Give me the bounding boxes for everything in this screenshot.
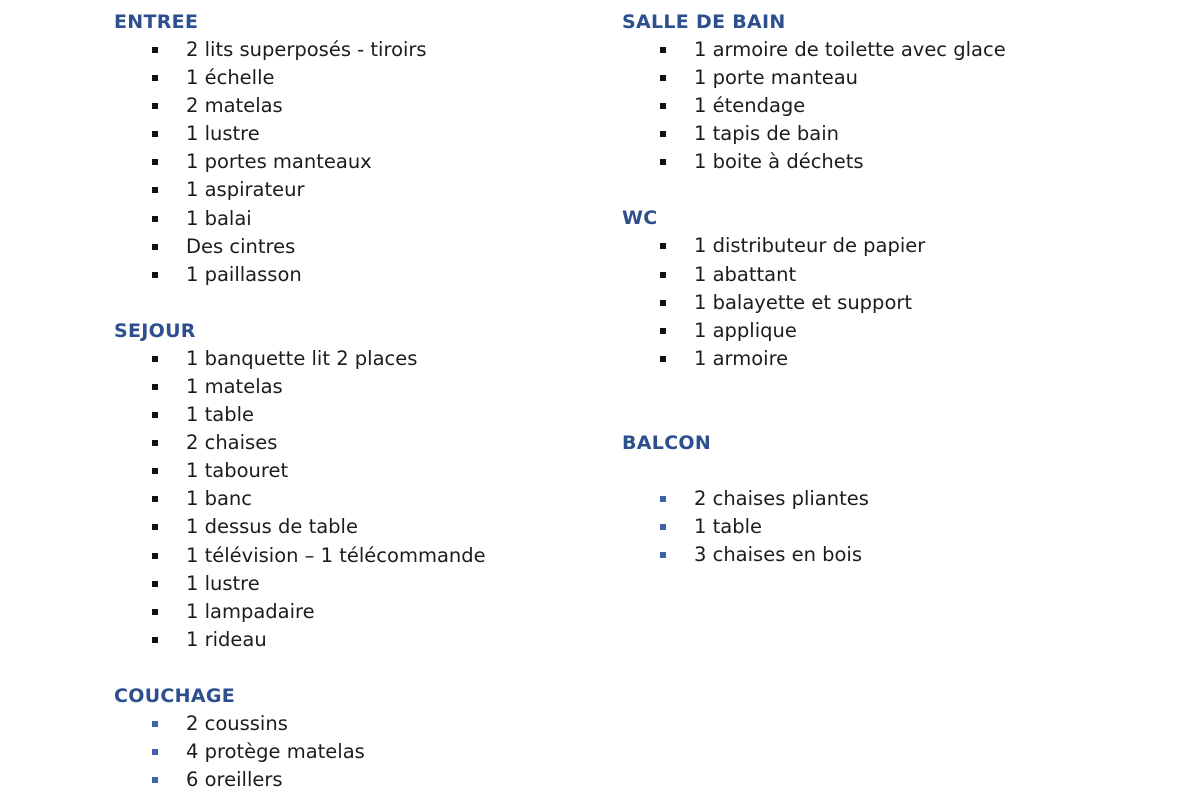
list-item-text: 1 armoire (694, 346, 789, 370)
square-bullet-icon (660, 496, 666, 502)
list-item-text: 2 chaises (186, 431, 278, 455)
list-item (622, 289, 1142, 317)
list-item-text: 3 chaises en bois (694, 543, 863, 567)
list-item-text: 1 banquette lit 2 places (186, 346, 418, 370)
square-bullet-icon (660, 243, 666, 249)
section-spacer (622, 457, 1142, 485)
section-couchage (114, 682, 594, 794)
list-item-text: 1 table (186, 403, 254, 427)
list-item (622, 485, 1142, 513)
list-item (114, 92, 594, 120)
list-item (114, 261, 594, 289)
square-bullet-icon (152, 468, 158, 474)
list-item-text: Des cintres (186, 234, 296, 258)
list-item (114, 485, 594, 513)
square-bullet-icon (660, 552, 666, 558)
list-item-text: 1 balayette et support (694, 290, 913, 314)
square-bullet-icon (152, 749, 158, 755)
list-item (114, 738, 594, 766)
list-item (622, 148, 1142, 176)
list-item (622, 36, 1142, 64)
section-title-salle-de-bain: SALLE DE BAIN (622, 11, 786, 33)
list-item-text: 2 matelas (186, 94, 283, 118)
list-item (114, 457, 594, 485)
list-item-text: 1 échelle (186, 66, 275, 90)
square-bullet-icon (152, 356, 158, 362)
square-bullet-icon (660, 103, 666, 109)
section-salle-de-bain (622, 8, 1142, 176)
list-item-text: 1 dessus de table (186, 515, 358, 539)
list-item (114, 233, 594, 261)
list-item (622, 541, 1142, 569)
square-bullet-icon (660, 272, 666, 278)
square-bullet-icon (152, 244, 158, 250)
list-item-text: 4 protège matelas (186, 739, 365, 763)
list-item-text: 2 lits superposés - tiroirs (186, 38, 427, 61)
list-balcon (622, 485, 1142, 569)
section-spacer (622, 176, 1142, 204)
list-couchage (114, 710, 594, 794)
list-item-text: 6 oreillers (186, 768, 283, 792)
list-item (622, 317, 1142, 345)
square-bullet-icon (152, 581, 158, 587)
list-item-text: 1 porte manteau (694, 66, 859, 90)
square-bullet-icon (152, 384, 158, 390)
square-bullet-icon (152, 553, 158, 559)
section-title-balcon: BALCON (622, 431, 712, 454)
square-bullet-icon (660, 356, 666, 362)
square-bullet-icon (152, 187, 158, 193)
square-bullet-icon (152, 496, 158, 502)
list-item-text: 1 armoire de toilette avec glace (694, 38, 1006, 61)
list-item-text: 1 balai (186, 206, 252, 230)
square-bullet-icon (660, 524, 666, 530)
square-bullet-icon (152, 131, 158, 137)
list-sejour (114, 345, 594, 654)
list-item-text: 1 aspirateur (186, 178, 305, 202)
list-item-text: 1 abattant (694, 262, 797, 286)
list-item (114, 429, 594, 457)
square-bullet-icon (152, 777, 158, 783)
list-wc (622, 232, 1142, 372)
list-item-text: 1 lustre (186, 571, 260, 595)
section-balcon (622, 429, 1142, 569)
square-bullet-icon (152, 47, 158, 53)
list-item (114, 345, 594, 373)
square-bullet-icon (660, 131, 666, 137)
list-item (114, 401, 594, 429)
section-sejour (114, 317, 594, 654)
list-item (622, 64, 1142, 92)
section-title-couchage: COUCHAGE (114, 684, 236, 707)
square-bullet-icon (152, 524, 158, 530)
list-item (114, 513, 594, 541)
list-item (114, 176, 594, 204)
section-spacer (622, 373, 1142, 429)
square-bullet-icon (660, 159, 666, 165)
list-item-text: 1 lampadaire (186, 599, 315, 623)
list-item (114, 542, 594, 570)
section-entree (114, 8, 594, 289)
list-item-text: 1 télévision – 1 télécommande (186, 543, 486, 567)
list-item (114, 373, 594, 401)
square-bullet-icon (152, 609, 158, 615)
list-item-text: 1 distributeur de papier (694, 234, 926, 258)
square-bullet-icon (152, 637, 158, 643)
list-item-text: 1 boite à déchets (694, 150, 864, 174)
square-bullet-icon (152, 440, 158, 446)
list-item (622, 345, 1142, 373)
list-item (622, 120, 1142, 148)
square-bullet-icon (152, 721, 158, 727)
list-item (114, 598, 594, 626)
list-item-text: 2 chaises pliantes (694, 486, 869, 510)
square-bullet-icon (660, 300, 666, 306)
list-item (114, 64, 594, 92)
list-item-text: 1 applique (694, 318, 797, 342)
list-item-text: 1 table (694, 515, 762, 539)
list-item (114, 766, 594, 794)
list-entree (114, 36, 594, 289)
square-bullet-icon (152, 272, 158, 278)
section-title-sejour: SEJOUR (114, 319, 196, 342)
square-bullet-icon (660, 328, 666, 334)
list-item (114, 570, 594, 598)
list-item (622, 513, 1142, 541)
right-column (622, 8, 1142, 569)
square-bullet-icon (152, 103, 158, 109)
list-item (114, 120, 594, 148)
list-item-text: 1 tapis de bain (694, 122, 840, 146)
list-item (114, 148, 594, 176)
list-item-text: 1 matelas (186, 374, 283, 398)
list-item-text: 1 portes manteaux (186, 150, 372, 174)
list-salle-de-bain (622, 36, 1142, 176)
square-bullet-icon (152, 412, 158, 418)
section-spacer (114, 654, 594, 682)
list-item (114, 710, 594, 738)
section-title-wc: WC (622, 207, 658, 230)
list-item-text: 2 coussins (186, 711, 288, 735)
section-title-entree: ENTREE (114, 11, 199, 33)
section-wc (622, 204, 1142, 372)
section-spacer (114, 289, 594, 317)
square-bullet-icon (152, 216, 158, 222)
list-item (622, 232, 1142, 260)
list-item-text: 1 banc (186, 487, 253, 511)
list-item (114, 36, 594, 64)
square-bullet-icon (152, 159, 158, 165)
list-item (114, 205, 594, 233)
square-bullet-icon (660, 75, 666, 81)
list-item-text: 1 lustre (186, 122, 260, 146)
list-item (622, 261, 1142, 289)
square-bullet-icon (660, 47, 666, 53)
list-item (622, 92, 1142, 120)
list-item-text: 1 rideau (186, 627, 267, 651)
square-bullet-icon (152, 75, 158, 81)
list-item-text: 1 étendage (694, 94, 806, 118)
left-column (114, 8, 594, 794)
list-item-text: 1 paillasson (186, 262, 302, 286)
list-item-text: 1 tabouret (186, 459, 289, 483)
list-item (114, 626, 594, 654)
